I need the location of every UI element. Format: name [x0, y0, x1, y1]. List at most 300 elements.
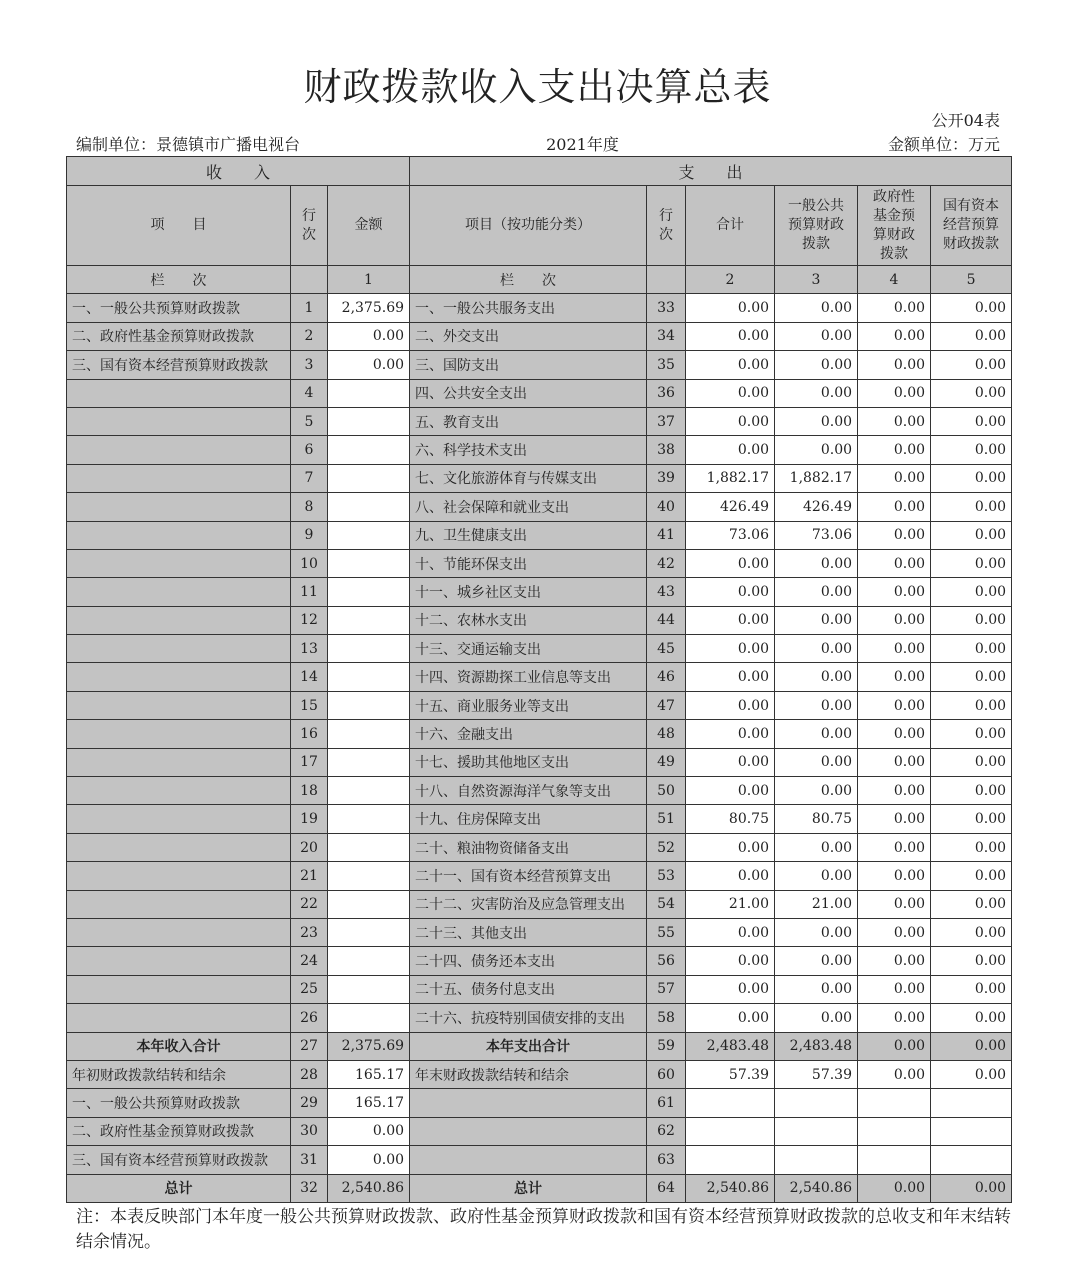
expense-state-capital: 0.00 [931, 748, 1012, 776]
total-header: 合计 [686, 186, 775, 266]
income-amount [328, 833, 410, 861]
expense-row-no: 39 [647, 464, 686, 492]
income-amount [328, 862, 410, 890]
table-row [67, 1146, 1012, 1174]
income-row-no: 29 [291, 1089, 328, 1117]
income-item [67, 720, 291, 748]
expense-total: 2,483.48 [686, 1032, 775, 1060]
expense-gov-fund: 0.00 [858, 436, 931, 464]
expense-row-no: 50 [647, 777, 686, 805]
expense-gov-fund: 0.00 [858, 1060, 931, 1088]
expense-state-capital: 0.00 [931, 777, 1012, 805]
expense-item: 十五、商业服务业等支出 [410, 691, 647, 719]
income-amount: 2,540.86 [328, 1174, 410, 1202]
amount-header: 金额 [328, 186, 410, 266]
income-amount [328, 947, 410, 975]
expense-item: 二十六、抗疫特别国债安排的支出 [410, 1004, 647, 1032]
income-row-no: 7 [291, 464, 328, 492]
expense-total: 0.00 [686, 578, 775, 606]
expense-row-no: 37 [647, 407, 686, 435]
income-amount: 0.00 [328, 322, 410, 350]
expense-row-no: 45 [647, 635, 686, 663]
expense-item: 二十二、灾害防治及应急管理支出 [410, 890, 647, 918]
income-amount [328, 777, 410, 805]
expense-gov-fund: 0.00 [858, 351, 931, 379]
expense-total: 0.00 [686, 606, 775, 634]
expense-row-no: 46 [647, 663, 686, 691]
expense-general: 0.00 [775, 663, 858, 691]
table-row [67, 578, 1012, 606]
expense-state-capital: 0.00 [931, 862, 1012, 890]
expense-general: 0.00 [775, 975, 858, 1003]
expense-row-no: 53 [647, 862, 686, 890]
table-row [67, 379, 1012, 407]
income-row-no: 6 [291, 436, 328, 464]
expense-item: 三、国防支出 [410, 351, 647, 379]
income-item: 一、一般公共预算财政拨款 [67, 294, 291, 322]
expense-state-capital: 0.00 [931, 436, 1012, 464]
income-amount [328, 748, 410, 776]
income-row-no: 1 [291, 294, 328, 322]
col-2: 2 [686, 266, 775, 294]
expense-item: 七、文化旅游体育与传媒支出 [410, 464, 647, 492]
expense-item: 六、科学技术支出 [410, 436, 647, 464]
income-row-no: 12 [291, 606, 328, 634]
expense-total: 73.06 [686, 521, 775, 549]
income-amount [328, 635, 410, 663]
expense-state-capital: 0.00 [931, 1032, 1012, 1060]
expense-total: 0.00 [686, 691, 775, 719]
expense-state-capital [931, 1117, 1012, 1145]
income-item: 一、一般公共预算财政拨款 [67, 1089, 291, 1117]
income-item: 年初财政拨款结转和结余 [67, 1060, 291, 1088]
expense-gov-fund: 0.00 [858, 833, 931, 861]
expense-state-capital: 0.00 [931, 1060, 1012, 1088]
table-row [67, 322, 1012, 350]
expense-row-no: 41 [647, 521, 686, 549]
income-row-no: 20 [291, 833, 328, 861]
exp-item-header: 项目（按功能分类） [410, 186, 647, 266]
expense-gov-fund: 0.00 [858, 379, 931, 407]
expense-state-capital: 0.00 [931, 1004, 1012, 1032]
col-label-exp: 栏 次 [410, 266, 647, 294]
income-row-no: 2 [291, 322, 328, 350]
expense-total: 0.00 [686, 720, 775, 748]
col-1: 1 [328, 266, 410, 294]
table-row [67, 918, 1012, 946]
expense-row-no: 61 [647, 1089, 686, 1117]
fiscal-appropriation-table [66, 156, 1012, 1203]
expense-item: 二十三、其他支出 [410, 918, 647, 946]
income-row-no: 32 [291, 1174, 328, 1202]
expense-total: 0.00 [686, 975, 775, 1003]
expense-item: 二十五、债务付息支出 [410, 975, 647, 1003]
income-item [67, 1004, 291, 1032]
expense-item: 二、外交支出 [410, 322, 647, 350]
expense-gov-fund [858, 1146, 931, 1174]
income-item: 总计 [67, 1174, 291, 1202]
expense-total [686, 1117, 775, 1145]
income-item: 二、政府性基金预算财政拨款 [67, 322, 291, 350]
income-amount [328, 606, 410, 634]
compiling-unit: 编制单位：景德镇市广播电视台 [76, 135, 301, 154]
expense-item: 九、卫生健康支出 [410, 521, 647, 549]
table-row [67, 635, 1012, 663]
expense-total: 0.00 [686, 1004, 775, 1032]
expense-total: 2,540.86 [686, 1174, 775, 1202]
table-row [67, 862, 1012, 890]
expense-gov-fund: 0.00 [858, 635, 931, 663]
expense-total: 1,882.17 [686, 464, 775, 492]
expense-general: 0.00 [775, 833, 858, 861]
expense-gov-fund [858, 1089, 931, 1117]
expense-total: 0.00 [686, 351, 775, 379]
expense-total: 0.00 [686, 947, 775, 975]
expense-item: 二十四、债务还本支出 [410, 947, 647, 975]
expense-row-no: 33 [647, 294, 686, 322]
expense-gov-fund: 0.00 [858, 407, 931, 435]
table-row [67, 1004, 1012, 1032]
expense-total [686, 1089, 775, 1117]
expense-row-no: 35 [647, 351, 686, 379]
expense-general: 0.00 [775, 549, 858, 577]
income-item [67, 379, 291, 407]
income-row-no: 21 [291, 862, 328, 890]
expense-general: 0.00 [775, 578, 858, 606]
income-amount: 0.00 [328, 351, 410, 379]
income-header: 收 入 [67, 157, 410, 186]
income-row-no: 26 [291, 1004, 328, 1032]
expense-general: 0.00 [775, 777, 858, 805]
expense-item: 二十、粮油物资储备支出 [410, 833, 647, 861]
income-item: 三、国有资本经营预算财政拨款 [67, 351, 291, 379]
expense-item: 十六、金融支出 [410, 720, 647, 748]
income-item [67, 862, 291, 890]
expense-row-no: 60 [647, 1060, 686, 1088]
expense-total: 0.00 [686, 436, 775, 464]
row-no-header: 行次 [291, 186, 328, 266]
income-row-no: 28 [291, 1060, 328, 1088]
expense-state-capital: 0.00 [931, 294, 1012, 322]
expense-item: 本年支出合计 [410, 1032, 647, 1060]
income-item [67, 663, 291, 691]
income-row-no: 8 [291, 493, 328, 521]
expense-general: 21.00 [775, 890, 858, 918]
income-amount: 165.17 [328, 1060, 410, 1088]
expense-row-no: 36 [647, 379, 686, 407]
income-row-no: 23 [291, 918, 328, 946]
table-row [67, 890, 1012, 918]
income-item: 本年收入合计 [67, 1032, 291, 1060]
expense-general: 426.49 [775, 493, 858, 521]
expense-header: 支 出 [410, 157, 1012, 186]
expense-gov-fund: 0.00 [858, 521, 931, 549]
table-row [67, 407, 1012, 435]
col-5: 5 [931, 266, 1012, 294]
expense-gov-fund: 0.00 [858, 322, 931, 350]
table-row [67, 975, 1012, 1003]
income-amount: 165.17 [328, 1089, 410, 1117]
income-amount [328, 464, 410, 492]
expense-state-capital: 0.00 [931, 407, 1012, 435]
income-amount [328, 521, 410, 549]
expense-item: 十三、交通运输支出 [410, 635, 647, 663]
expense-total: 21.00 [686, 890, 775, 918]
expense-row-no: 63 [647, 1146, 686, 1174]
income-row-no: 10 [291, 549, 328, 577]
general-budget-header: 一般公共预算财政拨款 [775, 186, 858, 266]
income-row-no: 30 [291, 1117, 328, 1145]
expense-state-capital: 0.00 [931, 521, 1012, 549]
expense-gov-fund: 0.00 [858, 890, 931, 918]
expense-gov-fund: 0.00 [858, 1032, 931, 1060]
table-row [67, 1060, 1012, 1088]
expense-state-capital: 0.00 [931, 493, 1012, 521]
expense-state-capital: 0.00 [931, 663, 1012, 691]
expense-general: 73.06 [775, 521, 858, 549]
expense-state-capital: 0.00 [931, 947, 1012, 975]
expense-general: 0.00 [775, 720, 858, 748]
income-row-no: 19 [291, 805, 328, 833]
expense-total: 426.49 [686, 493, 775, 521]
expense-state-capital: 0.00 [931, 606, 1012, 634]
expense-state-capital: 0.00 [931, 322, 1012, 350]
table-row [67, 294, 1012, 322]
income-row-no: 25 [291, 975, 328, 1003]
expense-total: 0.00 [686, 635, 775, 663]
col-4: 4 [858, 266, 931, 294]
income-amount [328, 436, 410, 464]
expense-item: 四、公共安全支出 [410, 379, 647, 407]
expense-row-no: 57 [647, 975, 686, 1003]
expense-state-capital [931, 1089, 1012, 1117]
table-row [67, 1174, 1012, 1202]
table-row [67, 777, 1012, 805]
col-3: 3 [775, 266, 858, 294]
income-amount [328, 493, 410, 521]
page-title: 财政拨款收入支出决算总表 [303, 65, 772, 109]
item-header: 项 目 [67, 186, 291, 266]
income-item [67, 777, 291, 805]
expense-row-no: 42 [647, 549, 686, 577]
income-amount [328, 975, 410, 1003]
expense-general: 2,540.86 [775, 1174, 858, 1202]
expense-item: 十一、城乡社区支出 [410, 578, 647, 606]
expense-general: 0.00 [775, 947, 858, 975]
expense-state-capital: 0.00 [931, 720, 1012, 748]
income-row-no: 27 [291, 1032, 328, 1060]
expense-total: 0.00 [686, 549, 775, 577]
exp-row-no-header: 行次 [647, 186, 686, 266]
table-row [67, 1117, 1012, 1145]
expense-state-capital: 0.00 [931, 635, 1012, 663]
income-amount [328, 890, 410, 918]
form-number: 公开04表 [931, 111, 1000, 130]
expense-general: 0.00 [775, 748, 858, 776]
income-row-no: 3 [291, 351, 328, 379]
expense-row-no: 43 [647, 578, 686, 606]
expense-general [775, 1089, 858, 1117]
expense-total [686, 1146, 775, 1174]
table-row [67, 720, 1012, 748]
table-row [67, 1089, 1012, 1117]
expense-gov-fund: 0.00 [858, 294, 931, 322]
income-row-no: 5 [291, 407, 328, 435]
expense-item: 十二、农林水支出 [410, 606, 647, 634]
expense-item: 总计 [410, 1174, 647, 1202]
expense-row-no: 38 [647, 436, 686, 464]
expense-general: 0.00 [775, 862, 858, 890]
income-item [67, 890, 291, 918]
expense-state-capital: 0.00 [931, 578, 1012, 606]
expense-gov-fund: 0.00 [858, 720, 931, 748]
expense-general: 0.00 [775, 918, 858, 946]
income-amount [328, 805, 410, 833]
expense-state-capital: 0.00 [931, 464, 1012, 492]
expense-general: 0.00 [775, 294, 858, 322]
expense-total: 0.00 [686, 918, 775, 946]
income-row-no: 9 [291, 521, 328, 549]
gov-fund-header: 政府性基金预算财政拨款 [858, 186, 931, 266]
income-item [67, 521, 291, 549]
income-row-no: 16 [291, 720, 328, 748]
expense-general: 0.00 [775, 351, 858, 379]
expense-general: 0.00 [775, 691, 858, 719]
expense-state-capital: 0.00 [931, 549, 1012, 577]
expense-row-no: 49 [647, 748, 686, 776]
expense-gov-fund: 0.00 [858, 464, 931, 492]
table-row [67, 351, 1012, 379]
income-row-no: 15 [291, 691, 328, 719]
expense-row-no: 47 [647, 691, 686, 719]
income-amount [328, 663, 410, 691]
income-row-no: 18 [291, 777, 328, 805]
expense-gov-fund: 0.00 [858, 947, 931, 975]
expense-total: 0.00 [686, 748, 775, 776]
expense-gov-fund: 0.00 [858, 748, 931, 776]
expense-row-no: 52 [647, 833, 686, 861]
expense-gov-fund: 0.00 [858, 975, 931, 1003]
income-item [67, 805, 291, 833]
table-row [67, 549, 1012, 577]
table-row [67, 493, 1012, 521]
expense-gov-fund: 0.00 [858, 1174, 931, 1202]
income-amount: 0.00 [328, 1146, 410, 1174]
col-label: 栏 次 [67, 266, 291, 294]
expense-item: 二十一、国有资本经营预算支出 [410, 862, 647, 890]
expense-gov-fund: 0.00 [858, 493, 931, 521]
income-item [67, 464, 291, 492]
expense-state-capital: 0.00 [931, 890, 1012, 918]
table-row [67, 691, 1012, 719]
expense-row-no: 56 [647, 947, 686, 975]
expense-state-capital: 0.00 [931, 918, 1012, 946]
income-amount [328, 379, 410, 407]
table-row [67, 521, 1012, 549]
expense-item: 十、节能环保支出 [410, 549, 647, 577]
table-row [67, 805, 1012, 833]
expense-row-no: 58 [647, 1004, 686, 1032]
income-item [67, 748, 291, 776]
expense-row-no: 62 [647, 1117, 686, 1145]
expense-row-no: 54 [647, 890, 686, 918]
expense-total: 0.00 [686, 294, 775, 322]
income-amount: 2,375.69 [328, 294, 410, 322]
expense-total: 80.75 [686, 805, 775, 833]
income-item [67, 635, 291, 663]
expense-general [775, 1146, 858, 1174]
expense-general: 0.00 [775, 635, 858, 663]
expense-item: 五、教育支出 [410, 407, 647, 435]
income-amount [328, 691, 410, 719]
income-item [67, 578, 291, 606]
income-row-no: 4 [291, 379, 328, 407]
income-row-no: 17 [291, 748, 328, 776]
expense-general: 0.00 [775, 407, 858, 435]
expense-row-no: 59 [647, 1032, 686, 1060]
income-item [67, 691, 291, 719]
expense-state-capital: 0.00 [931, 379, 1012, 407]
expense-gov-fund: 0.00 [858, 578, 931, 606]
expense-general: 0.00 [775, 436, 858, 464]
table-row [67, 833, 1012, 861]
expense-state-capital: 0.00 [931, 975, 1012, 1003]
expense-gov-fund: 0.00 [858, 805, 931, 833]
expense-item: 十九、住房保障支出 [410, 805, 647, 833]
table-row [67, 1032, 1012, 1060]
expense-gov-fund: 0.00 [858, 1004, 931, 1032]
income-amount [328, 918, 410, 946]
income-item [67, 947, 291, 975]
expense-item: 一、一般公共服务支出 [410, 294, 647, 322]
expense-item [410, 1117, 647, 1145]
expense-state-capital [931, 1146, 1012, 1174]
expense-total: 57.39 [686, 1060, 775, 1088]
expense-gov-fund [858, 1117, 931, 1145]
expense-general: 80.75 [775, 805, 858, 833]
income-item [67, 407, 291, 435]
footnote: 注：本表反映部门本年度一般公共预算财政拨款、政府性基金预算财政拨款和国有资本经营预算财政拨款的总收支和年末结转结余情况。 [76, 1207, 1011, 1252]
expense-gov-fund: 0.00 [858, 777, 931, 805]
income-item: 三、国有资本经营预算财政拨款 [67, 1146, 291, 1174]
income-amount [328, 407, 410, 435]
income-item [67, 493, 291, 521]
expense-total: 0.00 [686, 322, 775, 350]
income-item [67, 549, 291, 577]
income-amount: 2,375.69 [328, 1032, 410, 1060]
income-item [67, 606, 291, 634]
income-amount: 0.00 [328, 1117, 410, 1145]
income-item [67, 918, 291, 946]
expense-item: 十八、自然资源海洋气象等支出 [410, 777, 647, 805]
income-item [67, 833, 291, 861]
expense-row-no: 44 [647, 606, 686, 634]
state-capital-header: 国有资本经营预算财政拨款 [931, 186, 1012, 266]
expense-item: 八、社会保障和就业支出 [410, 493, 647, 521]
expense-row-no: 48 [647, 720, 686, 748]
expense-general: 0.00 [775, 1004, 858, 1032]
expense-general: 0.00 [775, 322, 858, 350]
expense-item: 十七、援助其他地区支出 [410, 748, 647, 776]
expense-general: 57.39 [775, 1060, 858, 1088]
expense-item: 年末财政拨款结转和结余 [410, 1060, 647, 1088]
fiscal-year: 2021年度 [546, 135, 619, 154]
income-row-no: 11 [291, 578, 328, 606]
expense-general: 2,483.48 [775, 1032, 858, 1060]
expense-gov-fund: 0.00 [858, 918, 931, 946]
expense-general: 0.00 [775, 379, 858, 407]
expense-general [775, 1117, 858, 1145]
